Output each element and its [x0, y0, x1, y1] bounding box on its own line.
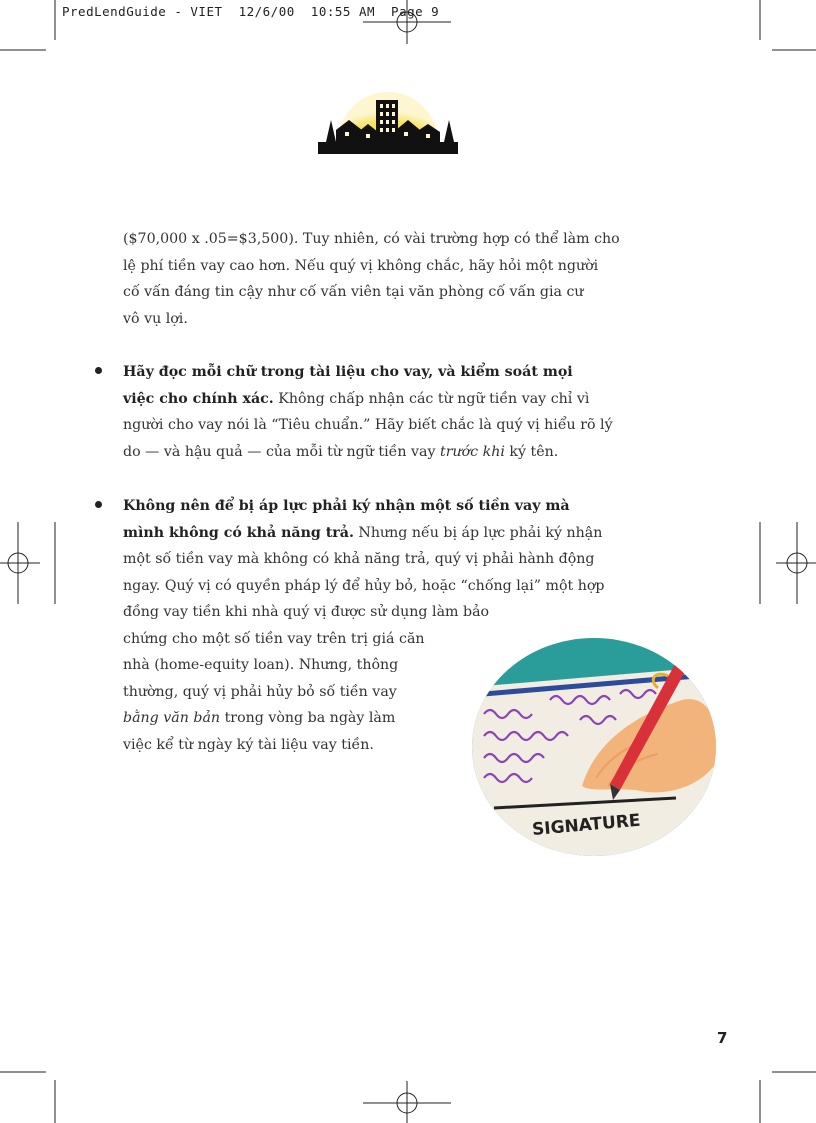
text-line: việc kể từ ngày ký tài liệu vay tiền.	[123, 736, 374, 753]
signature-label: SIGNATURE	[531, 810, 642, 841]
italic-text: trước khi	[440, 443, 505, 460]
page-number: 7	[717, 1029, 728, 1047]
signature-illustration	[470, 636, 718, 858]
text-run: Nhưng nếu bị áp lực phải ký nhận	[353, 524, 603, 541]
text-run: ký tên.	[504, 443, 559, 460]
text-line: người cho vay nói là “Tiêu chuẩn.” Hãy biết chắc là quý vị hiểu rõ lý	[123, 417, 613, 433]
bold-heading-line: Hãy đọc mỗi chữ trong tài liệu cho vay, và kiểm soát mọi	[123, 364, 573, 380]
text-line: chứng cho một số tiền vay trên trị giá căn	[123, 630, 425, 647]
text-line: cố vấn đáng tin cậy như cố vấn viên tại văn phòng cố vấn gia cư	[123, 284, 584, 300]
bold-heading-line: mình không có khả năng trả.	[123, 524, 354, 541]
intro-paragraph	[123, 226, 698, 332]
italic-text: bằng văn bản	[123, 710, 221, 726]
print-slug-header: PredLendGuide - VIET 12/6/00 10:55 AM Page 9	[62, 4, 440, 19]
text-line: ($70,000 x .05=$3,500). Tuy nhiên, có vài trường hợp có thể làm cho	[123, 231, 620, 247]
text-line: thường, quý vị phải hủy bỏ số tiền vay	[123, 683, 397, 700]
bullet-paragraph-read-documents	[123, 359, 698, 465]
text-line: nhà (home-equity loan). Nhưng, thông	[123, 657, 399, 673]
houses-sun-logo	[316, 86, 460, 156]
text-line: vô vụ lợi.	[123, 310, 188, 327]
text-run: trong vòng ba ngày làm	[220, 710, 396, 726]
text-line: đồng vay tiền khi nhà quý vị được sử dụng làm bảo	[123, 604, 490, 620]
text-line: lệ phí tiền vay cao hơn. Nếu quý vị không chắc, hãy hỏi một người	[123, 257, 599, 274]
text-line: ngay. Quý vị có quyền pháp lý để hủy bỏ, hoặc “chống lại” một hợp	[123, 577, 605, 594]
text-line: một số tiền vay mà không có khả năng trả, quý vị phải hành động	[123, 551, 595, 567]
text-run: Không chấp nhận các từ ngữ tiền vay chỉ vì	[273, 390, 590, 407]
bullet-dot	[95, 501, 102, 508]
bullet-dot	[95, 367, 102, 374]
bold-heading-line: việc cho chính xác.	[123, 390, 274, 407]
text-run: do — và hậu quả — của mỗi từ ngữ tiền vay	[123, 443, 441, 460]
bold-heading-line: Không nên để bị áp lực phải ký nhận một số tiền vay mà	[123, 498, 570, 514]
